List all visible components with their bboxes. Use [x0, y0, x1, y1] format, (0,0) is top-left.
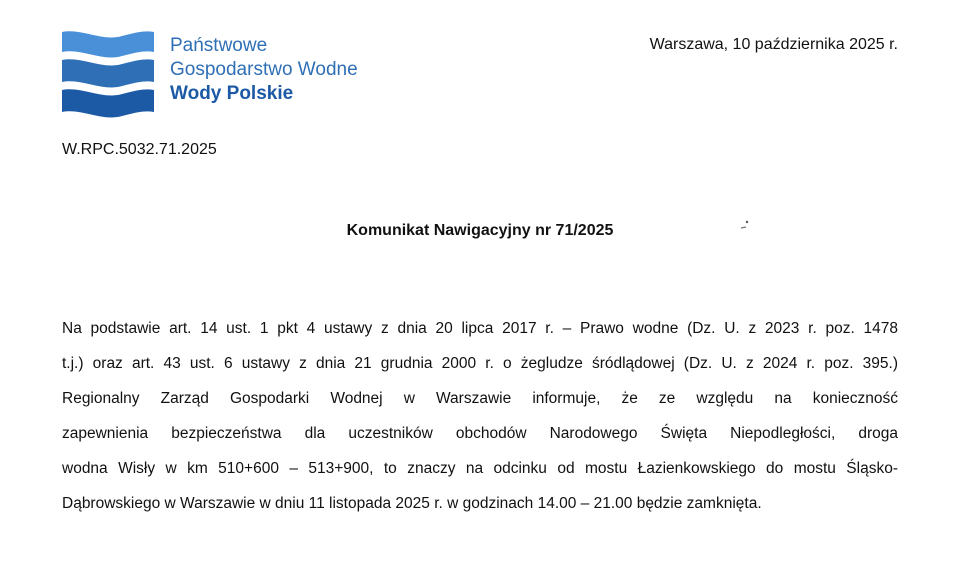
logo-line-3: Wody Polskie: [170, 83, 294, 104]
body-line: t.j.) oraz art. 43 ust. 6 ustawy z dnia 21 grudnia 2000 r. o żegludze śródlądowej (Dz. U. z 2024 r. poz. 395.): [62, 355, 898, 372]
body-line-last: Dąbrowskiego w Warszawie w dniu 11 listopada 2025 r. w godzinach 14.00 – 21.00 będzie zamknięta.: [62, 495, 762, 512]
reference-number: W.RPC.5032.71.2025: [62, 141, 217, 158]
body-line: wodna Wisły w km 510+600 – 513+900, to znaczy na odcinku od mostu Łazienkowskiego do mostu Śląsko-: [62, 460, 898, 477]
organization-logo: [62, 28, 392, 120]
document-title: Komunikat Nawigacyjny nr 71/2025: [346, 222, 614, 239]
logo-text: [170, 34, 358, 106]
logo-line-2: Gospodarstwo Wodne: [170, 59, 358, 80]
body-line: Regionalny Zarząd Gospodarki Wodnej w Warszawie informuje, że ze względu na konieczność: [62, 390, 898, 407]
body-line: Na podstawie art. 14 ust. 1 pkt 4 ustawy z dnia 20 lipca 2017 r. – Prawo wodne (Dz. U. z 2023 r. poz. 1478: [62, 320, 898, 337]
document-date: Warszawa, 10 października 2025 r.: [649, 36, 898, 53]
wave-stripes-icon: [62, 28, 154, 120]
scan-speck: [738, 218, 752, 232]
document-body: [62, 318, 898, 528]
body-line: zapewnienia bezpieczeństwa dla uczestników obchodów Narodowego Święta Niepodległości, droga: [62, 425, 898, 442]
logo-line-1: Państwowe: [170, 35, 268, 56]
